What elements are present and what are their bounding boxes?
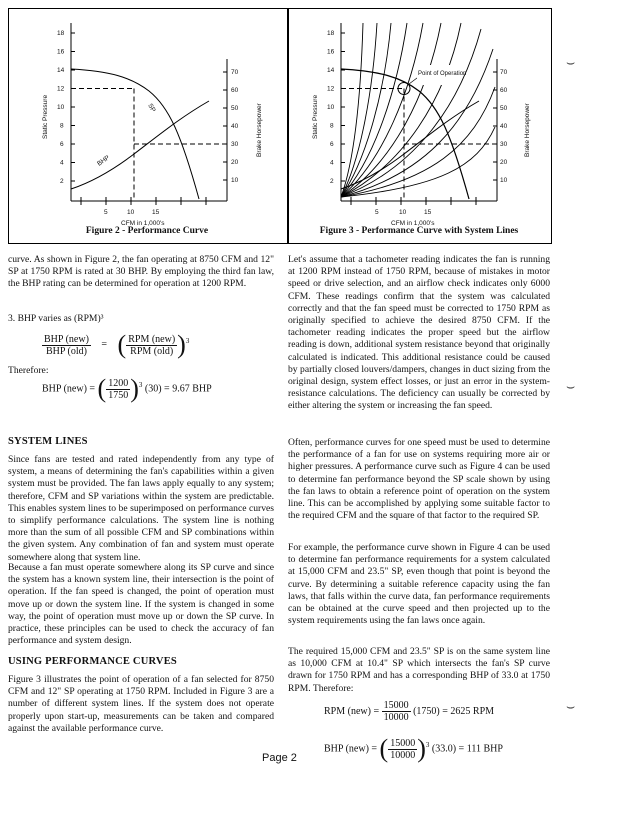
- figure-2: [8, 8, 288, 244]
- margin-mark-icon: ⌣: [566, 56, 576, 71]
- fig2-left-tick: 18: [57, 30, 65, 37]
- fig2-x-tick: 15: [152, 209, 160, 216]
- fig3-right-tick: 20: [500, 159, 508, 166]
- fig3-left-tick: 4: [330, 159, 334, 167]
- fig3-left-tick: 2: [330, 178, 334, 185]
- eq2-denominator: 1750: [108, 389, 129, 401]
- fig2-right-tick: 60: [231, 87, 239, 94]
- fig2-right-tick: 40: [231, 123, 239, 130]
- equation-rpm-new: [324, 700, 494, 723]
- fig3-x-label: CFM in 1,000's: [391, 220, 435, 227]
- fig2-right-axis-label: Brake Horsepower: [256, 103, 263, 157]
- fig3-left-tick: 14: [327, 67, 335, 74]
- eq2-lhs: BHP (new) =: [42, 383, 96, 395]
- fig2-sp-label: SP: [146, 102, 157, 114]
- fig2-right-tick: 70: [231, 69, 239, 76]
- eq3-lhs: RPM (new) =: [324, 705, 380, 717]
- equation-bhp-new: BHP (new) = ( $\frac{1200}{1750}$ )$^3$ (30) = 9.67 BHP: [42, 374, 212, 403]
- fig2-bhp-label: BHP: [96, 154, 112, 168]
- left-paragraph-3: Since fans are tested and rated independently from any type of system, a means of determining the fan's capabilities within a given system must be provided. The fan laws apply equally to any system; therefore, CFM and SP variations within the system are predictable. This enables system lines to be superimposed on performance curves to simplify performance calculations. The system line is nothing more than the sum of all possible CFM and SP combinations within the given system. Any combination of fan and system must operate somewhere along that system line.: [8, 454, 274, 563]
- eq4-rhs: (33.0) = 111 BHP: [431, 743, 503, 755]
- fig3-x-tick: 10: [399, 209, 407, 216]
- fig2-right-tick: 30: [231, 141, 239, 148]
- figure-3: [288, 8, 552, 244]
- fig2-left-tick: 16: [57, 48, 65, 56]
- fig3-system-lines: [341, 23, 495, 197]
- right-paragraph-2: Often, performance curves for one speed must be used to determine the performance of a fan for use on systems requiring more air or higher pressures. A performance curve such as Figure 4 can be used to determine fan performance beyond the SP scale shown by using the fan laws to obtain a reference point of operation on the system line. This can be accomplished by applying some suitable factor to the required CFM and the square of that factor to the required SP.: [288, 437, 550, 522]
- fig3-left-tick: 6: [330, 141, 334, 148]
- fig3-right-tick: 40: [500, 123, 508, 130]
- fig2-x-label: CFM in 1,000's: [121, 220, 165, 227]
- eq1-numerator: BHP (new): [44, 333, 89, 345]
- margin-mark-icon: ⌣: [566, 380, 576, 395]
- fig3-right-tick: 50: [500, 105, 508, 112]
- eq3-rhs: (1750) = 2625 RPM: [413, 705, 495, 717]
- figure-2-caption: Figure 2 - Performance Curve: [85, 226, 209, 236]
- right-paragraph-1: Let's assume that a tachometer reading indicates the fan is running at 1200 RPM instead of 1750 RPM, because of mistakes in motor speed or drive selection, and an airflow check indicates only 6000 CFM. These readings confirm that the system was calculated correctly and that the fan speed must be corrected to 1750 RPM as originally specified to achieve the desired 8750 CFM. If the tachometer reading indicates the proper speed but the airflow reading is down, additional system resistance beyond that originally calculated is indicated. This additional resistance could be caused by partially closed louvers/dampers, changes in duct sizing from the original design, system effect losses, or just an error in the system-resistance calculations. The deficiency can usually be corrected by either altering the system or increasing the fan speed.: [288, 254, 550, 412]
- fig2-x-tick: 10: [127, 209, 135, 216]
- eq2-rhs: (30) = 9.67 BHP: [144, 383, 212, 395]
- fig2-right-tick: 20: [231, 159, 239, 166]
- fig3-right-tick: 30: [500, 141, 508, 148]
- fig3-left-tick: 16: [327, 48, 335, 56]
- fig2-x-tick: 5: [104, 209, 108, 216]
- fig3-left-tick: 18: [327, 30, 335, 37]
- fig3-left-tick: 8: [330, 122, 334, 130]
- fig2-left-tick: 14: [57, 67, 65, 74]
- fig2-left-tick: 2: [60, 178, 64, 185]
- fig3-x-tick: 15: [424, 209, 432, 216]
- fig3-left-axis-label: Static Pressure: [312, 94, 319, 139]
- fig3-x-tick: 5: [375, 209, 379, 216]
- figure-3-caption: Figure 3 - Performance Curve with System Lines: [319, 226, 519, 236]
- eq2-numerator: 1200: [108, 377, 129, 389]
- left-therefore: Therefore:: [8, 365, 49, 376]
- left-paragraph-4: Because a fan must operate somewhere along its SP curve and since the system has a known system line, their intersection is the point of operation. If the fan speed is changed, the point of operation must move up or down the system line. If the system is changed in some way, the point of operation must move up or down the SP curve. In practice, these principles can be used to check the accuracy of fan performance and system design.: [8, 562, 274, 647]
- eq1-denominator: BHP (old): [45, 345, 87, 357]
- fig2-right-tick: 10: [231, 177, 239, 184]
- fig2-left-tick: 10: [57, 104, 65, 111]
- eq4-numerator: 15000: [390, 737, 416, 749]
- eq4-exponent: 3: [425, 740, 430, 749]
- heading-system-lines: SYSTEM LINES: [8, 436, 88, 447]
- fig3-right-tick: 70: [500, 69, 508, 76]
- fig2-left-tick: 6: [60, 141, 64, 148]
- page-number: Page 2: [262, 752, 297, 764]
- fig3-right-tick: 60: [500, 87, 508, 94]
- figure-2-chart: [9, 9, 287, 243]
- equation-bhp-ratio: $\frac{\text{BHP (new)}}{\text{BHP (old)}}$ = ( $\frac{\text{RPM (new)}}{\text{RPM (old)}}$ )$^3$: [44, 330, 190, 359]
- fig2-left-tick: 4: [60, 159, 64, 167]
- fig2-bhp-curve: [71, 101, 209, 189]
- eq1-exponent: 3: [185, 336, 190, 345]
- left-bhp-law: 3. BHP varies as (RPM)³: [8, 313, 104, 324]
- eq4-denominator: 10000: [390, 749, 416, 761]
- fig3-right-tick: 10: [500, 177, 508, 184]
- fig2-left-tick: 8: [60, 122, 64, 130]
- fig3-left-tick: 12: [327, 85, 335, 93]
- fig3-point-label: Point of Operation: [418, 71, 467, 77]
- eq3-numerator: 15000: [383, 700, 409, 711]
- fig2-right-tick: 50: [231, 105, 239, 112]
- heading-using-performance-curves: USING PERFORMANCE CURVES: [8, 656, 177, 667]
- fig2-left-axis-label: Static Pressure: [42, 94, 49, 139]
- right-paragraph-3: For example, the performance curve shown in Figure 4 can be used to determine fan performance requirements for a system calculated at 15,000 CFM and 23.5" SP, even though that point is beyond the curve. By determining a suitable reference capacity using the fan laws, that falls within the curve data, fan performance requirements can be obtained at the curve speed and then projected up to the system requirements using the fan laws once again.: [288, 542, 550, 627]
- eq2-exponent: 3: [138, 380, 143, 389]
- left-paragraph-1: curve. As shown in Figure 2, the fan operating at 8750 CFM and 12" SP at 1750 RPM is rated at 30 BHP. By employing the third fan law, the BHP rating can be determined for operation at 1200 RPM.: [8, 254, 274, 290]
- figure-3-chart: [289, 9, 551, 243]
- fig3-right-axis-label: Brake Horsepower: [524, 103, 531, 157]
- eq1-rpm-new: RPM (new): [128, 333, 176, 345]
- eq4-lhs: BHP (new) =: [324, 743, 378, 755]
- left-paragraph-5: Figure 3 illustrates the point of operation of a fan selected for 8750 CFM and 12" SP operating at 1750 RPM. Included in Figure 3 are a number of different system lines. If the system does not operate properly upon start-up, measurements can be taken and compared against the available performance curve.: [8, 674, 274, 734]
- equation-bhp-new-2: BHP (new) = ( $\frac{15000}{10000}$ )$^3$ (33.0) = 111 BHP: [324, 734, 503, 763]
- eq1-rpm-old: RPM (old): [130, 345, 174, 357]
- margin-mark-icon: ⌣: [566, 700, 576, 715]
- fig3-left-tick: 10: [327, 104, 335, 111]
- eq3-denominator: 10000: [383, 712, 409, 723]
- fig2-left-tick: 12: [57, 85, 65, 93]
- right-paragraph-4: The required 15,000 CFM and 23.5" SP is on the same system line as 10,000 CFM at 10.4" SP which intersects the fan's SP curve drawn for 1750 RPM and has a corresponding BHP of 33.0 at 1750 RPM. Therefore:: [288, 646, 550, 694]
